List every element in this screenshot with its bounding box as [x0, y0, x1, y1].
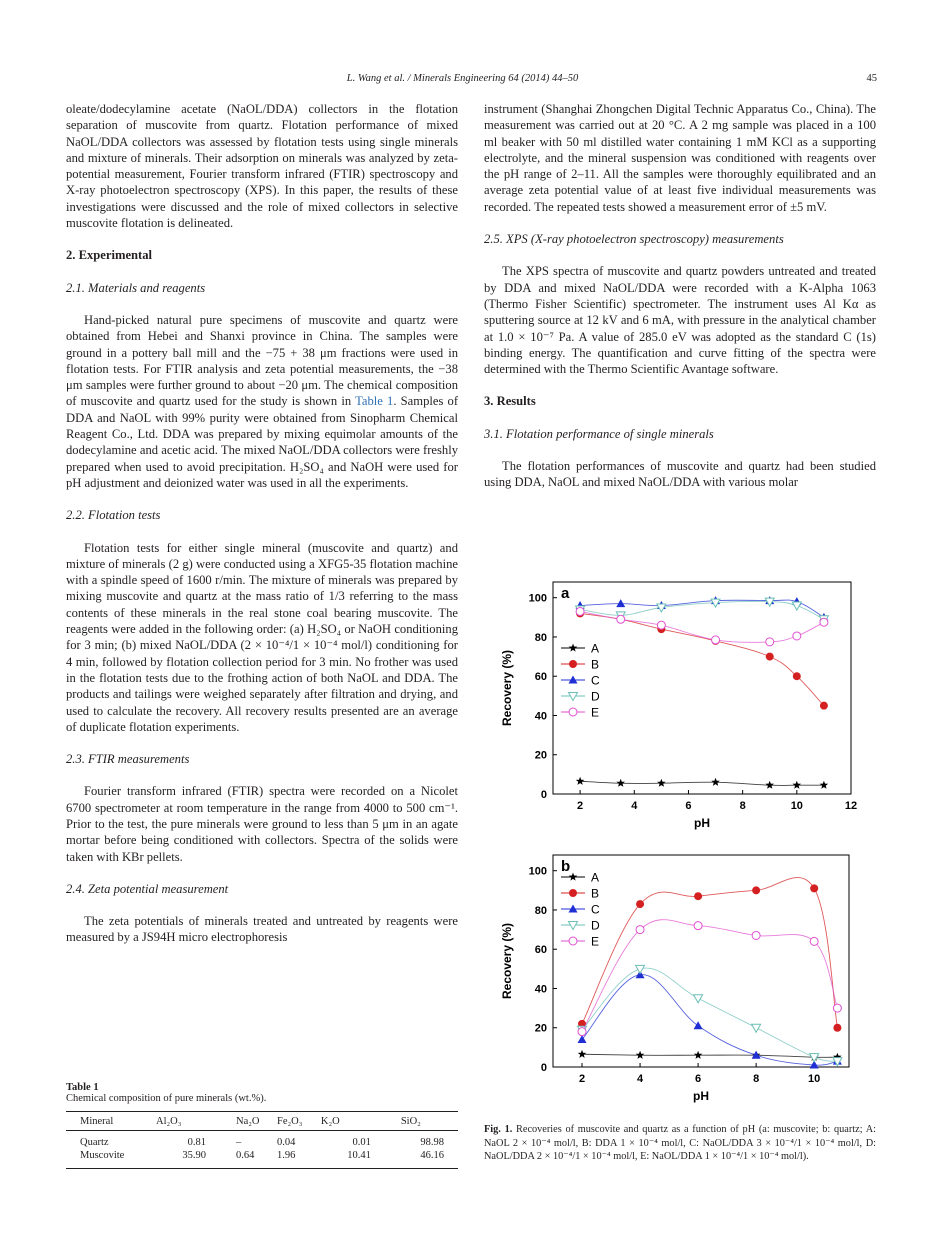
- data-point: [810, 884, 818, 892]
- legend-label: B: [591, 657, 600, 672]
- left-column: [66, 101, 458, 946]
- data-point: [576, 777, 585, 785]
- table-cell: 10.41: [319, 1149, 399, 1169]
- journal-citation: L. Wang et al. / Minerals Engineering 64 (2014) 44–50: [346, 73, 579, 84]
- x-axis-label: pH: [693, 1089, 709, 1103]
- data-point: [578, 1028, 586, 1036]
- data-point: [820, 618, 828, 626]
- xps-paragraph: The XPS spectra of muscovite and quartz powders untreated and treated by DDA and mixed NaOL/DDA were recorded with a K-Alpha 1063 (Thermo Fisher Scientific) spectrometer. The instrument uses Al Kα as sputtering source at 12 kV and 6 mA, with pressure in the analytical chamber at 1.0 × 10⁻⁷ Pa. A value of 285.0 eV was adopted as the standard C (1s) binding energy. The quantification and curve fitting of the spectra were determined with the Thermo Scientific Avantage software.: [484, 264, 876, 377]
- table-1: [66, 1082, 458, 1169]
- legend-label: B: [591, 886, 600, 901]
- data-point: [636, 965, 645, 973]
- series-E-points: [576, 607, 828, 645]
- data-point: [617, 615, 625, 623]
- legend-label: C: [591, 673, 600, 688]
- data-point: [576, 607, 584, 615]
- legend-label: D: [591, 689, 600, 704]
- legend-marker: [569, 644, 578, 652]
- legend-marker: [569, 889, 577, 897]
- subsection-heading-xps: 2.5. XPS (X-ray photoelectron spectroscopy) measurements: [484, 232, 784, 247]
- table-cell: 0.81: [187, 1137, 206, 1148]
- y-tick-label: 0: [540, 1062, 547, 1074]
- table-row: [66, 1131, 458, 1150]
- x-axis-label: pH: [694, 816, 710, 830]
- data-point: [820, 702, 828, 710]
- y-axis-label: Recovery (%): [500, 649, 514, 727]
- table-cell: 0.01: [352, 1137, 371, 1148]
- x-tick-label: 2: [578, 1073, 586, 1085]
- panel-label: b: [561, 858, 571, 875]
- series-C-points: [578, 970, 842, 1068]
- y-tick-label: 80: [534, 904, 547, 917]
- data-point: [657, 621, 665, 629]
- data-point: [616, 779, 625, 787]
- data-point: [636, 926, 644, 934]
- figure-label: Fig. 1.: [484, 1124, 513, 1135]
- table-header: Na₂O: [234, 1112, 275, 1131]
- page-number: 45: [866, 73, 877, 84]
- legend-marker: [569, 937, 577, 945]
- x-tick-label: 2: [577, 800, 584, 812]
- subsection-heading-zeta: 2.4. Zeta potential measurement: [66, 881, 229, 896]
- data-point: [810, 937, 818, 945]
- y-tick-label: 60: [534, 944, 547, 957]
- flotation-paragraph: Flotation tests for either single mineral (muscovite and quartz) and mixture of minerals (2 g) were conducted using a XFG5-35 flotation machine with a spindle speed of 1600 r/min. The mixture of minerals was prepared by mixing muscovite and quartz at the mass ratio of 1/3 referring to the mass contents of these minerals in the real stone coal bearing muscovite. The reagents were added in the following order: (a) H₂SO₄ or NaOH conditioning for 3 min; (b) mixed NaOL/DDA (2 × 10⁻⁴/1 × 10⁻⁴ mol/l) conditioning for 4 min, followed by flotation collection period for 3 min. No frother was used in the flotation tests due to the frothing action of both NaOL and DDA. The products and tailings were weighed separately after filtration and drying, and used to calculate the recovery. All recovery results presented are an average of duplicate flotation experiments.: [66, 540, 458, 734]
- series-E-points: [578, 922, 841, 1036]
- zeta-paragraph: The zeta potentials of minerals treated and untreated by reagents were measured by a JS94H micro electrophoresis: [66, 914, 458, 945]
- composition-table: [66, 1111, 458, 1169]
- x-tick-label: 6: [685, 800, 692, 812]
- series-line-B: [580, 613, 824, 705]
- data-point: [694, 995, 703, 1003]
- data-point: [636, 1051, 645, 1059]
- series-line-D: [582, 968, 837, 1061]
- table-cell: 46.16: [399, 1149, 458, 1169]
- data-point: [636, 900, 644, 908]
- section-heading-results: 3. Results: [484, 394, 536, 409]
- materials-text-1: Hand-picked natural pure specimens of muscovite and quartz were obtained from Hebei and Shanxi province in China. The samples were ground in a pottery ball mill and the −75 + 38 μm fractions were used in flotation tests. For FTIR analysis and zeta potential measurements, the −38 μm samples were further ground to about −20 μm. The chemical composition of muscovite and quartz used for the study is shown in: [66, 312, 458, 409]
- table-cell: –: [235, 1137, 242, 1148]
- data-point: [752, 931, 760, 939]
- x-tick-label: 10: [808, 1073, 821, 1085]
- x-tick-label: 8: [753, 1073, 760, 1085]
- x-tick-label: 4: [636, 1073, 644, 1085]
- legend-label: C: [591, 902, 600, 917]
- table-1-link[interactable]: Table 1: [355, 394, 394, 409]
- table-cell: 1.96: [275, 1149, 319, 1169]
- intro-paragraph-end: oleate/dodecylamine acetate (NaOL/DDA) collectors in the flotation separation of muscovite from quartz. Flotation performance of mixed NaOL/DDA collectors was assessed by flotation tests using single minerals and mixture of minerals. Their adsorption on minerals was analyzed by zeta-potential measurement, Fourier transform infrared (FTIR) spectroscopy and X-ray photoelectron spectroscopy (XPS). In this paper, the results of these investigations were discussed and the role of mixed collectors in selective muscovite flotation is delineated.: [66, 102, 458, 231]
- legend-label: E: [591, 705, 600, 720]
- data-point: [765, 781, 774, 789]
- x-tick-label: 10: [790, 800, 803, 812]
- y-tick-label: 0: [540, 789, 547, 801]
- series-D-points: [578, 965, 842, 1065]
- chart-panel-b: [495, 845, 865, 1107]
- legend-label: A: [591, 870, 600, 885]
- ftir-paragraph: Fourier transform infrared (FTIR) spectra were recorded on a Nicolet 6700 spectrometer at room temperature in the range from 4000 to 500 cm⁻¹. Prior to the test, the pure minerals were ground to less than 5 μm in an agate mortar before being conditioned with collectors. Spectra of the solids were taken with KBr pellets.: [66, 784, 458, 864]
- table-cell: Muscovite: [66, 1149, 154, 1169]
- data-point: [793, 632, 801, 640]
- y-tick-label: 40: [534, 983, 547, 996]
- data-point: [820, 781, 829, 789]
- table-row: [66, 1149, 458, 1169]
- data-point: [616, 599, 625, 607]
- series-line-A: [582, 1054, 837, 1057]
- table-cell: 0.04: [277, 1137, 296, 1148]
- legend-marker: [569, 660, 577, 668]
- data-point: [694, 1051, 703, 1059]
- right-column: [484, 101, 876, 491]
- data-point: [793, 672, 801, 680]
- table-caption: Chemical composition of pure minerals (wt.%).: [66, 1093, 267, 1104]
- series-B-points: [576, 609, 828, 709]
- x-tick-label: 6: [695, 1073, 702, 1085]
- data-point: [752, 1024, 761, 1032]
- data-point: [793, 781, 802, 789]
- single-minerals-paragraph: The flotation performances of muscovite and quartz had been studied using DDA, NaOL and mixed NaOL/DDA with various molar: [484, 459, 876, 490]
- figure-1-caption: [484, 1123, 876, 1164]
- data-point: [694, 892, 702, 900]
- data-point: [833, 1024, 841, 1032]
- legend-label: D: [591, 918, 600, 933]
- x-tick-label: 12: [844, 800, 858, 812]
- data-point: [833, 1004, 841, 1012]
- table-header: SiO₂: [399, 1112, 458, 1131]
- table-header: K₂O: [319, 1112, 399, 1131]
- figure-caption-text: Recoveries of muscovite and quartz as a function of pH (a: muscovite; b: quartz; A: NaOL 2 × 10⁻⁴ mol/l, B: DDA 1 × 10⁻⁴ mol/l, C: NaOL/DDA 3 × 10⁻⁴/1 × 10⁻⁴ mol/l, D: NaOL/DDA 2 × 10⁻⁴/1 × 10⁻⁴ mol/l, E: NaOL/DDA 1 × 10⁻⁴/1 × 10⁻⁴ mol/l).: [484, 1124, 876, 1162]
- table-cell: 98.98: [420, 1137, 444, 1148]
- data-point: [752, 886, 760, 894]
- section-heading-experimental: 2. Experimental: [66, 248, 153, 263]
- materials-text-2: . Samples of DDA and NaOL with 99% purity were obtained from Sinopharm Chemical Reagent Co., Ltd. DDA was prepared by mixing equimolar amounts of the dodecylamine and acetic acid. The mixed NaOL/DDA collectors were freshly prepared when used to avoid precipitation. H₂SO₄ and NaOH were used for pH adjustment and deionized water was used in all the experiments.: [66, 394, 459, 490]
- y-tick-label: 100: [528, 592, 547, 605]
- data-point: [657, 779, 666, 787]
- y-tick-label: 60: [534, 671, 547, 684]
- panel-label: a: [561, 585, 570, 602]
- subsection-heading-single-minerals: 3.1. Flotation performance of single minerals: [484, 426, 714, 441]
- data-point: [578, 1050, 587, 1058]
- legend-label: A: [591, 641, 600, 656]
- subsection-heading-materials: 2.1. Materials and reagents: [66, 280, 206, 295]
- figure-1: [495, 572, 865, 1112]
- legend-label: E: [591, 934, 600, 949]
- data-point: [694, 922, 702, 930]
- data-point: [792, 602, 801, 610]
- materials-paragraph: [66, 312, 458, 491]
- legend-marker: [569, 708, 577, 716]
- y-tick-label: 20: [534, 1022, 547, 1035]
- table-label: Table 1: [66, 1082, 99, 1093]
- y-axis-label: Recovery (%): [500, 922, 514, 1000]
- table-cell: Quartz: [80, 1137, 109, 1148]
- y-tick-label: 80: [534, 631, 547, 644]
- x-tick-label: 8: [739, 800, 746, 812]
- plot-frame: [553, 582, 851, 794]
- subsection-heading-flotation: 2.2. Flotation tests: [66, 508, 161, 523]
- subsection-heading-ftir: 2.3. FTIR measurements: [66, 752, 190, 767]
- table-header: Al₂O₃: [154, 1112, 234, 1131]
- data-point: [694, 1021, 703, 1029]
- table-cell: 0.64: [234, 1149, 275, 1169]
- y-tick-label: 40: [534, 710, 547, 723]
- table-header-row: [66, 1112, 458, 1131]
- table-cell: 35.90: [154, 1149, 234, 1169]
- table-header: Fe₂O₃: [275, 1112, 319, 1131]
- y-tick-label: 100: [528, 865, 547, 878]
- zeta-paragraph-continued: instrument (Shanghai Zhongchen Digital Technic Apparatus Co., China). The measurement was carried out at 20 °C. A 2 mg sample was placed in a 100 ml beaker with 50 ml distilled water containing 1 mM KCl as a supporting electrolyte, and the mineral suspension was conditioned with reagents over the pH range of 2–11. All the samples were thoroughly equilibrated and an average zeta potential value of at least five individual measurements was recorded. The repeated tests showed a measurement error of ±5 mV.: [484, 102, 876, 214]
- data-point: [766, 653, 774, 661]
- x-tick-label: 4: [631, 800, 638, 812]
- series-B-points: [578, 884, 841, 1031]
- series-line-C: [582, 975, 837, 1066]
- data-point: [766, 638, 774, 646]
- series-line-B: [582, 878, 837, 1028]
- chart-panel-a: [495, 572, 865, 834]
- series-C-points: [576, 596, 829, 621]
- data-point: [712, 636, 720, 644]
- y-tick-label: 20: [534, 749, 547, 762]
- data-point: [711, 778, 720, 786]
- table-header: Mineral: [66, 1112, 154, 1131]
